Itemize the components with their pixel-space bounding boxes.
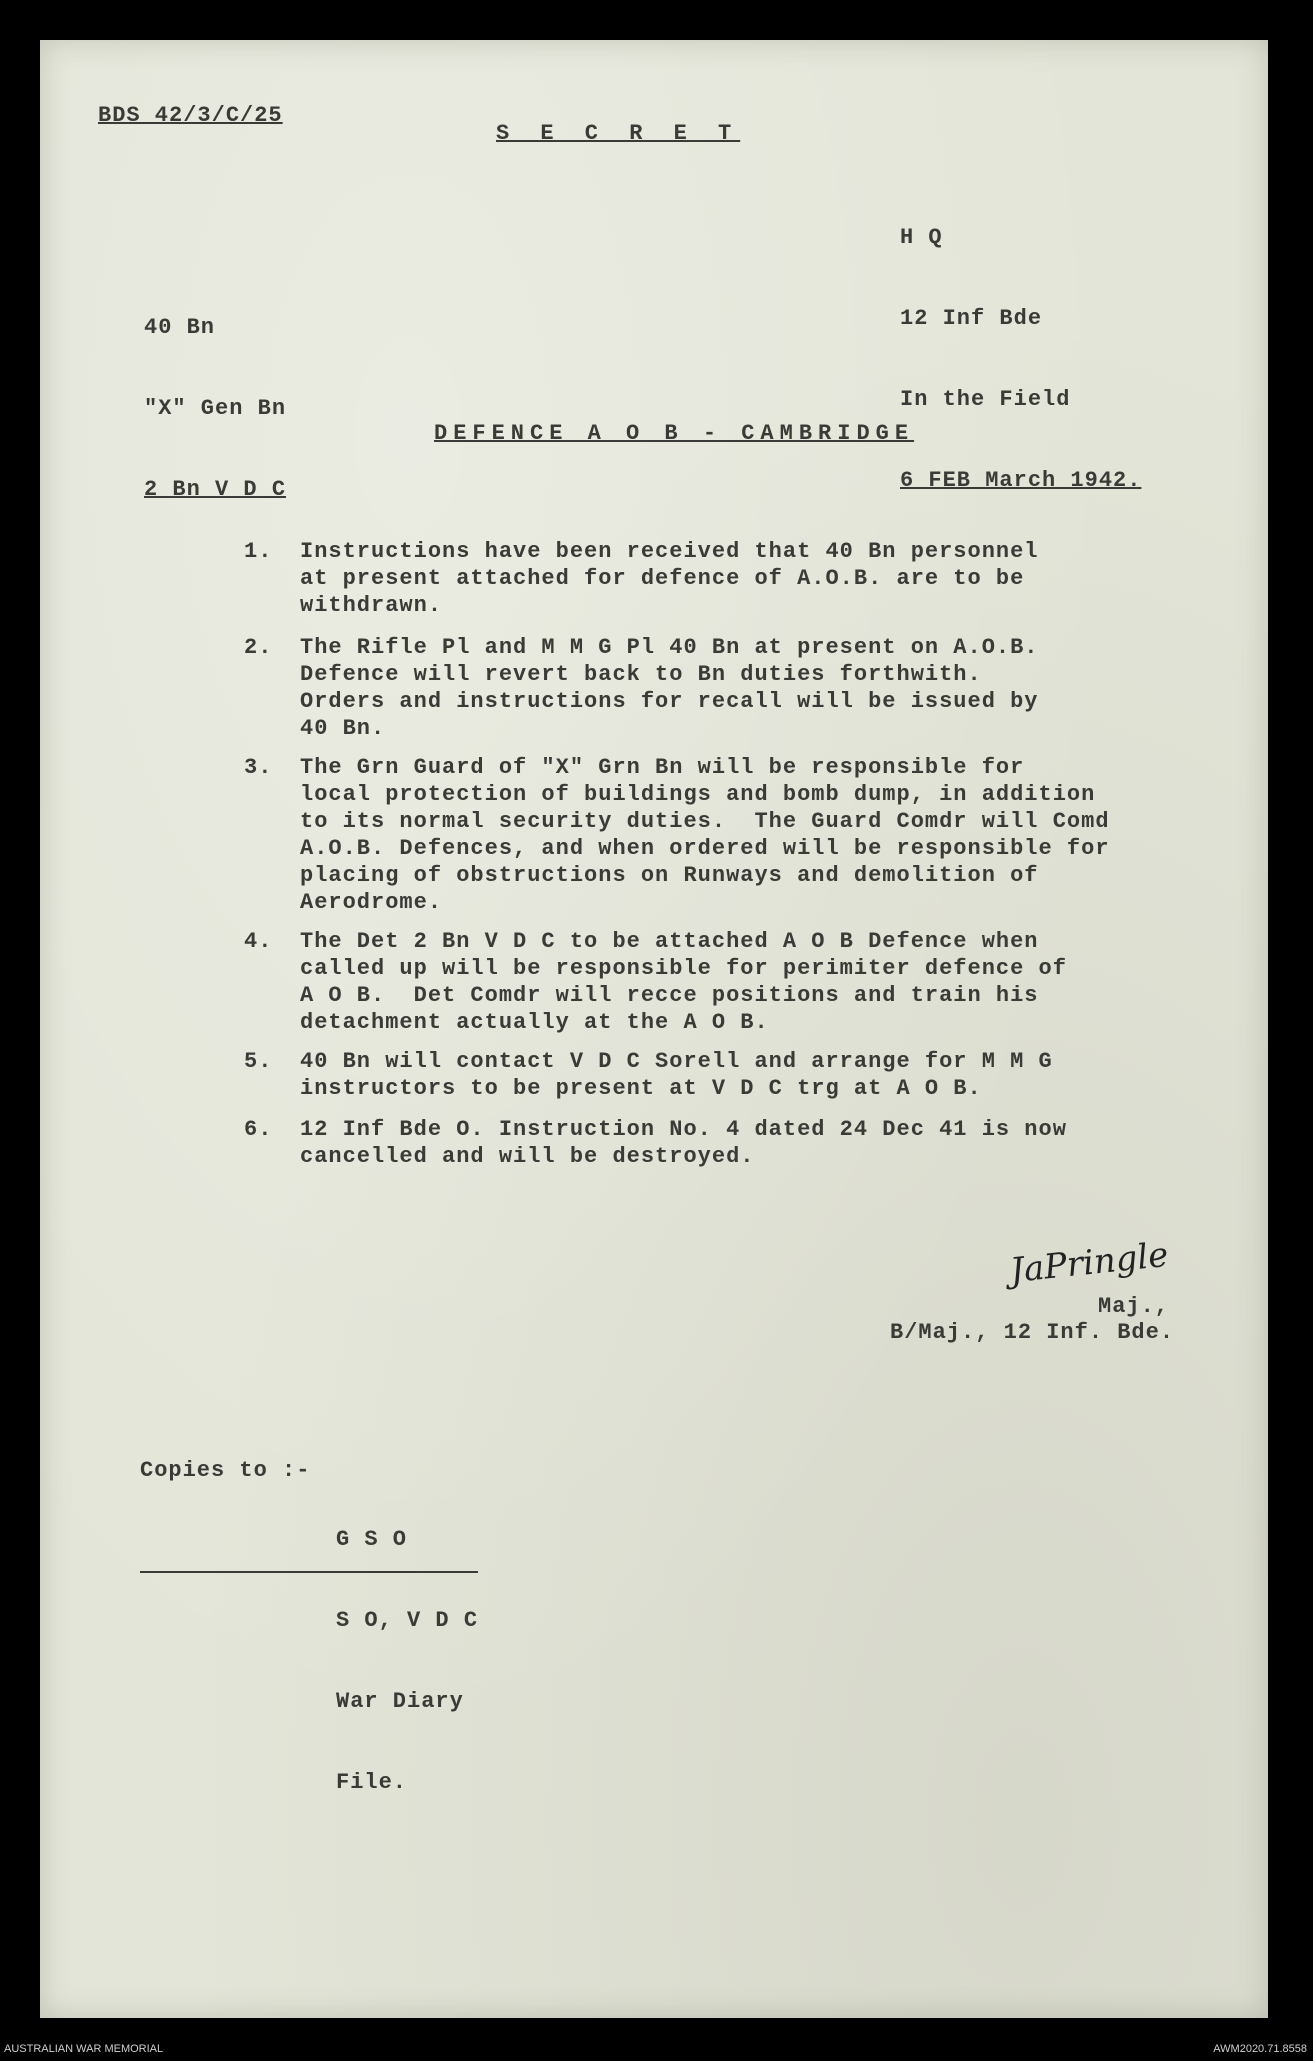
copies-label: Copies to :- (140, 1458, 311, 1483)
sender-line: In the Field (900, 387, 1071, 412)
paragraph-text: The Grn Guard of "X" Grn Bn will be responsible for local protection of buildings and bomb dump, in addition to its normal security duties. The Guard Comdr will Comd A.O.B. Defences, and when ordered will be responsible for placing of obstructions on Runways and demolition of Aerodrome. (300, 755, 1110, 915)
footer-institution: AUSTRALIAN WAR MEMORIAL (4, 2043, 164, 2055)
paragraph-text: The Rifle Pl and M M G Pl 40 Bn at present on A.O.B. Defence will revert back to Bn duties forthwith. Orders and instructions for recall will be issued by 40 Bn. (300, 635, 1039, 741)
paragraph-number: 2. (244, 635, 273, 660)
subject-heading: DEFENCE A O B - CAMBRIDGE (434, 421, 915, 446)
sender-line: H Q (900, 225, 943, 250)
document-date: 6 FEB March 1942. (900, 468, 1142, 493)
document-page (40, 40, 1268, 2018)
distribution-item: File. (336, 1770, 408, 1795)
addressee-line: 2 Bn V D C (144, 477, 287, 502)
classification-heading: S E C R E T (496, 121, 741, 146)
paragraph-text: 12 Inf Bde O. Instruction No. 4 dated 24 Dec 41 is now cancelled and will be destroyed. (300, 1117, 1067, 1169)
signatory-appointment: B/Maj., 12 Inf. Bde. (890, 1320, 1175, 1345)
addressee-line: "X" Gen Bn (144, 396, 287, 421)
distribution-list (336, 1472, 478, 1850)
paragraph-number: 3. (244, 755, 273, 780)
sender-block (900, 170, 1141, 548)
distribution-item: G S O (336, 1527, 408, 1552)
paragraph-text: Instructions have been received that 40 Bn personnel at present attached for defence of A.O.B. are to be withdrawn. (300, 539, 1039, 618)
paragraph-number: 4. (244, 929, 273, 954)
footer-catalogue-number: AWM2020.71.8558 (1213, 2043, 1307, 2055)
paragraph-text: The Det 2 Bn V D C to be attached A O B Defence when called up will be responsible for perimiter defence of A O B. Det Comdr will recce positions and train his detachment actually at the A O B. (300, 929, 1067, 1035)
sender-line: 12 Inf Bde (900, 306, 1043, 331)
distribution-item: S O, V D C (336, 1608, 479, 1633)
paragraph-number: 1. (244, 539, 273, 564)
signatory-rank: Maj., (1098, 1294, 1170, 1319)
paragraph-text: 40 Bn will contact V D C Sorell and arrange for M M G instructors to be present at V D C trg at A O B. (300, 1049, 1053, 1101)
reference-number: BDS 42/3/C/25 (98, 103, 283, 128)
distribution-item: War Diary (336, 1689, 464, 1714)
addressee-line: 40 Bn (144, 315, 216, 340)
paragraph-number: 5. (244, 1049, 273, 1074)
addressee-block (144, 260, 286, 557)
divider-line (140, 1571, 478, 1573)
handwritten-signature: JaPringle (1008, 1234, 1171, 1292)
paragraph-number: 6. (244, 1117, 273, 1142)
